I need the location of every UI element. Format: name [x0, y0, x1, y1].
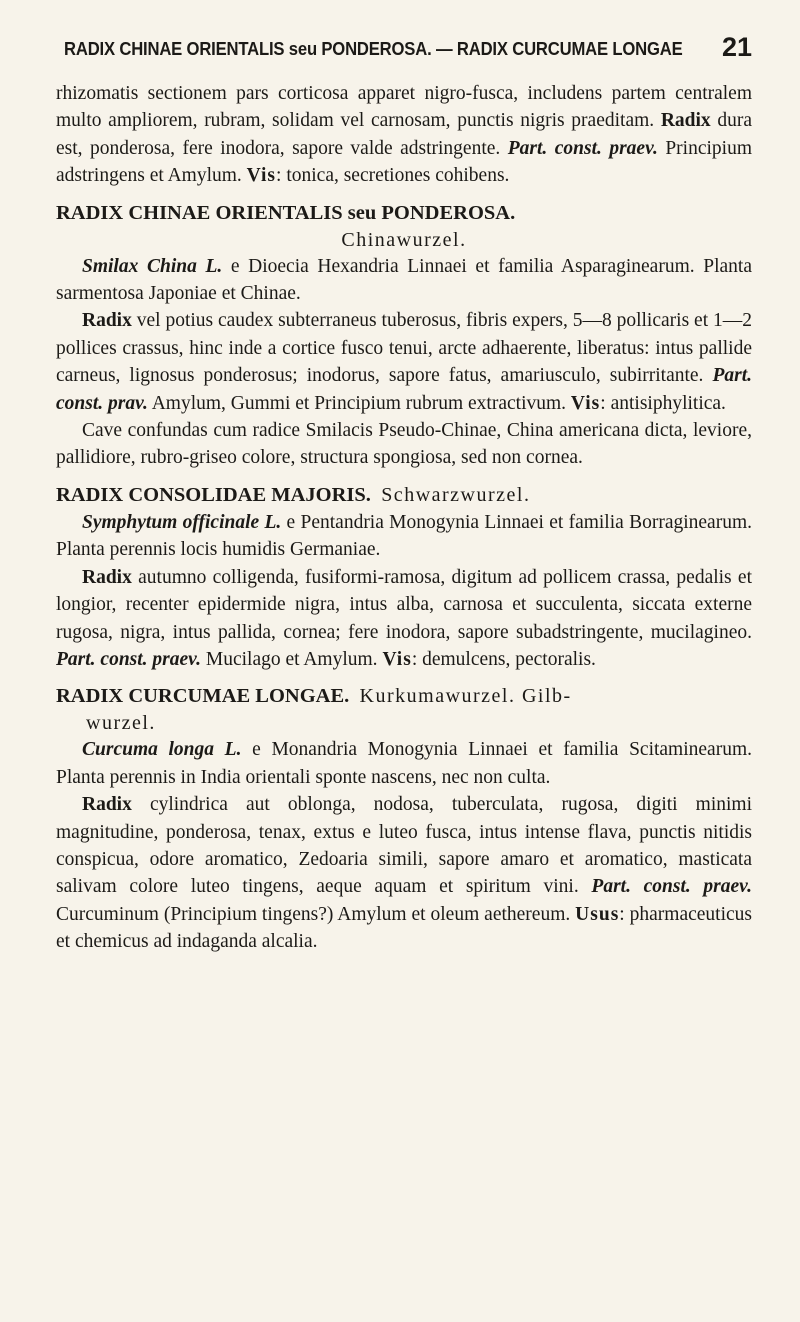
consolidae-species-name: Symphytum officinale L.: [82, 511, 282, 533]
curcumae-species-name: Curcuma longa L.: [82, 739, 242, 761]
chinae-species-name: Smilax China L.: [82, 255, 223, 277]
intro-radix-label: Radix: [660, 110, 711, 132]
chinae-radix-paragraph: [56, 307, 752, 417]
chinae-radix-text: vel potius caudex subterraneus tuberosus, fibris expers, 5—8 pollicaris et 1—2 pollices crassus, hinc inde a cortice fusco tenui, arcte adhaerente, liberatus: intus pallide carneus, lignosus ponderosus; inodorus, sapore fatus, amariusculo, subirritante.: [56, 310, 752, 387]
consolidae-radix-paragraph: [56, 564, 752, 674]
consolidae-heading-title: RADIX CONSOLIDAE MAJORIS.: [56, 483, 371, 506]
consolidae-radix-text: autumno colligenda, fusiformi-ramosa, digitum ad pollicem crassa, pedalis et longior, recenter epidermide nigra, intus alba, carnosa et succulenta, siccata externe rugosa, nigra, intus pallida, cornea; fere inodora, sapore subadstringente, mucilagineo.: [56, 566, 752, 643]
curcumae-radix-text: cylindrica aut oblonga, nodosa, tuberculata, rugosa, digiti minimi magnitudine, ponderosa, tenax, extus e luteo fusca, intus intense flava, punctis nitidis conspicua, odore aromatico, Zedoaria simili, sapore amaro et aromatico, masticata salivam colore luteo tingens, aeque aquam et spiritum vini.: [56, 794, 752, 898]
intro-text-2: dura est, ponderosa, fere inodora, sapore valde adstringente.: [56, 110, 753, 159]
consolidae-species-text: e Pentandria Monogynia Linnaei et familia Borraginearum. Planta perennis locis humidis Germaniae.: [56, 511, 752, 561]
curcumae-usus-text: : pharmaceuticus et chemicus ad indaganda alcalia.: [56, 903, 752, 953]
consolidae-species-paragraph: [56, 509, 752, 564]
curcumae-part-text: Curcuminum (Principium tingens?) Amylum et oleum aethereum.: [56, 903, 576, 925]
curcumae-radix-paragraph: [56, 791, 752, 955]
chinae-part-label: Part. const. prav.: [56, 365, 752, 414]
curcumae-usus-label: Usus: [575, 903, 620, 925]
page-number: 21: [721, 32, 752, 62]
chinae-caution-paragraph: Cave confundas cum radice Smilacis Pseudo-Chinae, China americana dicta, leviore, pallidiore, rubro-griseo colore, structura spongiosa, sed non cornea.: [56, 420, 752, 469]
intro-text-3: Principium adstringens et Amylum.: [56, 137, 752, 187]
consolidae-vis-label: Vis: [382, 648, 412, 670]
curcumae-species-text: e Monandria Monogynia Linnaei et familia Scitaminearum. Planta perennis in India orientali sponte nascens, nec non culta.: [56, 739, 752, 788]
intro-part-label: Part. const. praev.: [507, 137, 658, 159]
curcumae-species-paragraph: [56, 736, 752, 791]
curcumae-heading-title: RADIX CURCUMAE LONGAE.: [56, 685, 350, 708]
chinae-part-text: Amylum, Gummi et Principium rubrum extractivum.: [147, 392, 571, 414]
chinae-german-name: Chinawurzel.: [341, 228, 467, 251]
curcumae-heading: [56, 682, 752, 710]
consolidae-part-label: Part. const. praev.: [56, 648, 201, 670]
curcumae-german-name-1: Kurkumawurzel. Gilb-: [359, 685, 572, 708]
chinae-vis-label: Vis: [570, 392, 601, 414]
chinae-species-text: e Dioecia Hexandria Linnaei et familia Asparaginearum. Planta sarmentosa Japoniae et Chinae.: [56, 255, 752, 305]
chinae-radix-label: Radix: [82, 310, 132, 332]
chinae-species-paragraph: [56, 253, 752, 308]
consolidae-part-text: Mucilago et Amylum.: [200, 648, 383, 670]
running-header: [56, 32, 752, 66]
intro-paragraph: [56, 80, 752, 190]
consolidae-vis-text: : demulcens, pectoralis.: [411, 648, 596, 670]
running-title: RADIX CHINAE ORIENTALIS seu PONDEROSA. — RADIX CURCUMAE LONGAE: [64, 38, 683, 59]
curcumae-radix-label: Radix: [82, 794, 132, 816]
curcumae-part-label: Part. const. praev.: [591, 876, 752, 898]
intro-text-1: rhizomatis sectionem pars corticosa apparet nigro-fusca, includens partem centralem multo ampliorem, rubram, solidam vel carnosam, punctis nigris praeditam.: [56, 83, 752, 132]
curcumae-german-name-2: wurzel.: [86, 712, 156, 735]
consolidae-radix-label: Radix: [82, 566, 132, 588]
intro-vis-label: Vis: [246, 165, 277, 187]
chinae-heading: RADIX CHINAE ORIENTALIS seu PONDEROSA.: [56, 201, 516, 224]
intro-text-4: : tonica, secretiones cohibens.: [276, 165, 510, 187]
chinae-vis-text: : antisiphylitica.: [600, 392, 726, 414]
consolidae-heading: [56, 481, 752, 509]
consolidae-german-name: Schwarzwurzel.: [381, 483, 531, 506]
